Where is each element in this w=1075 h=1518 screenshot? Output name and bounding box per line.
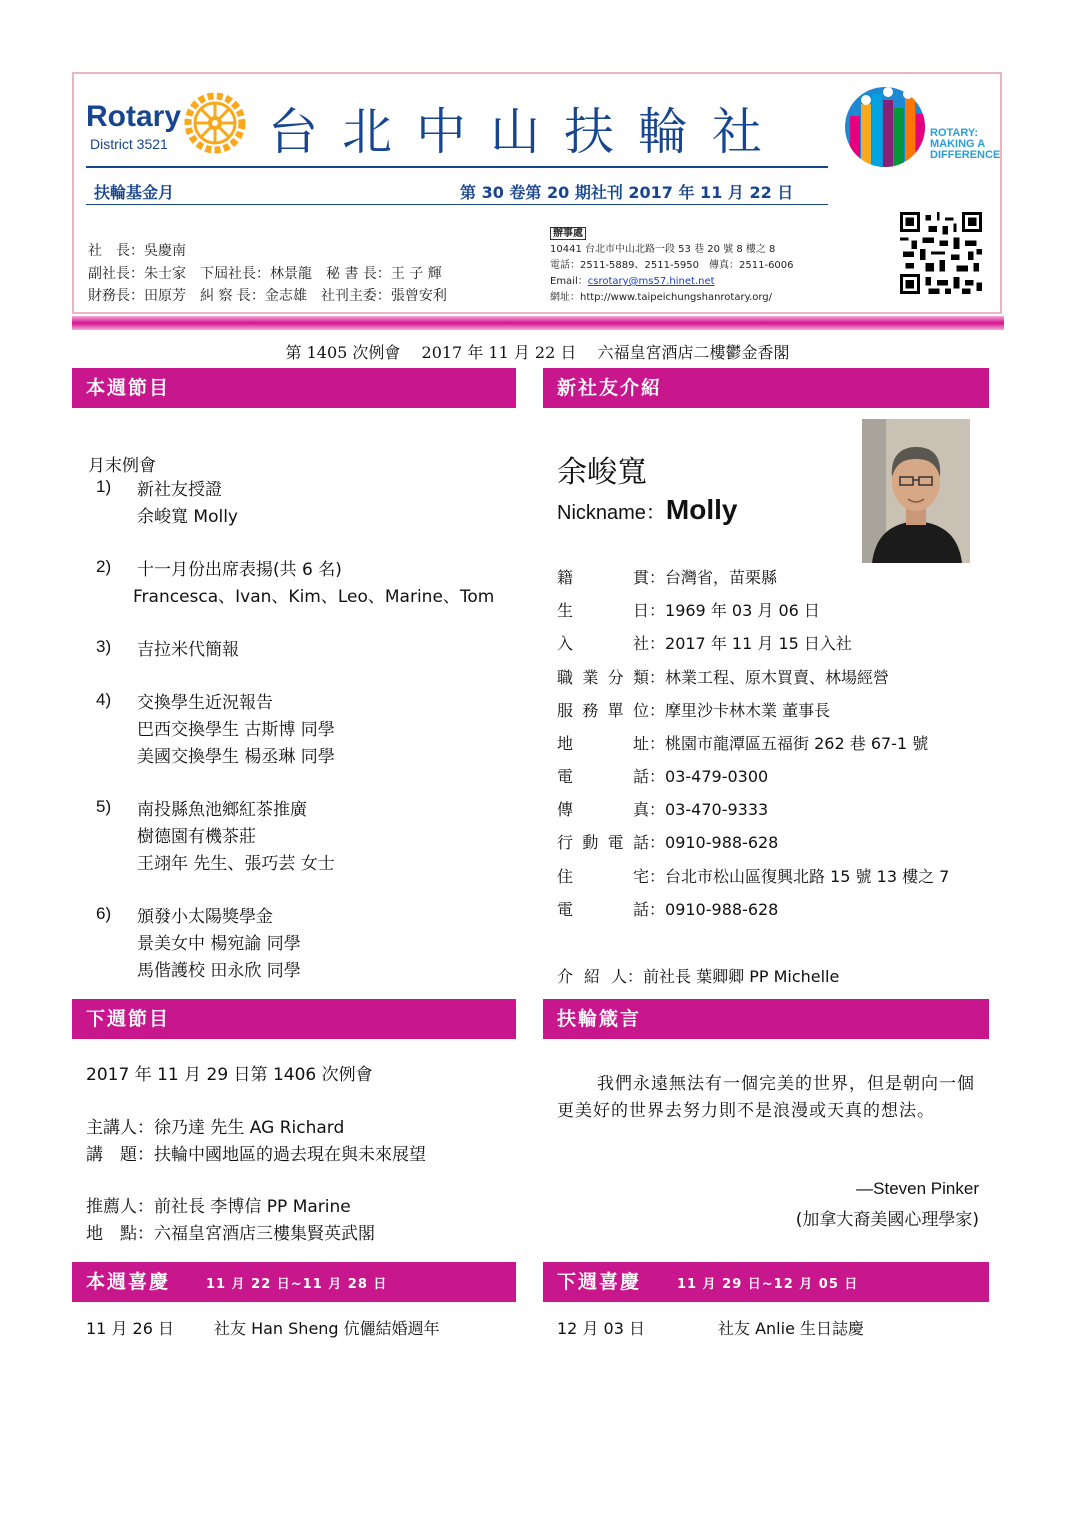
- district-label: District 3521: [90, 136, 168, 152]
- program-item-line: 十一月份出席表揚(共 6 名): [137, 560, 342, 580]
- member-info-row: [557, 631, 852, 654]
- program-item-number: 1): [96, 477, 112, 496]
- member-info-colon: ：: [649, 568, 666, 587]
- program-item: [96, 797, 516, 878]
- member-info-value: 0910-988-628: [665, 900, 779, 919]
- speaker-label: 主講人: [86, 1118, 137, 1138]
- next-topic: 講題：扶輪中國地區的過去現在與未來展望: [86, 1140, 426, 1165]
- member-info-colon: ：: [649, 601, 666, 620]
- program-item-line: 王翊年 先生、張巧芸 女士: [137, 854, 335, 874]
- website-link[interactable]: 網址：http://www.taipeichungshanrotary.org/: [550, 292, 773, 303]
- member-info-row: [557, 665, 889, 688]
- member-info-colon: ：: [649, 668, 666, 687]
- member-info-label: 傳真: [557, 800, 649, 819]
- program-list: [96, 477, 516, 985]
- next-week-celebration-range: 11 月 29 日~12 月 05 日: [677, 1277, 859, 1292]
- email-label: Email：: [550, 276, 588, 287]
- program-item: [96, 557, 516, 611]
- program-item-line: 南投縣魚池鄉紅茶推廣: [137, 800, 307, 820]
- office-address: 10441 台北市中山北路一段 53 巷 20 號 8 樓之 8: [550, 244, 776, 255]
- member-info-row: [557, 797, 768, 820]
- theme-logo-icon: [844, 86, 926, 168]
- theme-slogan: ROTARY: MAKING A DIFFERENCE: [930, 127, 1001, 161]
- this-week-celebration-range: 11 月 22 日~11 月 28 日: [206, 1277, 388, 1292]
- program-item-line: 吉拉米代簡報: [137, 640, 239, 660]
- program-item-line: 交換學生近況報告: [137, 693, 273, 713]
- header-divider: [86, 166, 828, 168]
- program-item-line: 余峻寬 Molly: [137, 507, 238, 527]
- speaker-value: 徐乃達 先生 AG Richard: [154, 1118, 345, 1138]
- member-info-colon: ：: [649, 734, 666, 753]
- rotary-wheel-icon: [184, 92, 246, 154]
- issue-info: 第 30 卷第 20 期社刊 2017 年 11 月 22 日: [460, 183, 794, 202]
- next-week-header: 下週節目: [72, 999, 516, 1039]
- member-info-colon: ：: [649, 833, 666, 852]
- member-info-row: [557, 731, 928, 754]
- motto-quote: 我們永遠無法有一個完美的世界，但是朝向一個更美好的世界去努力則不是浪漫或天真的想法。: [557, 1074, 975, 1121]
- meeting-info: 第 1405 次例會 2017 年 11 月 22 日 六福皇宮酒店二樓鬱金香閣: [285, 343, 790, 362]
- venue-label: 地點: [86, 1224, 137, 1244]
- member-info-colon: ：: [649, 701, 666, 720]
- program-item-line: 景美女中 楊宛諭 同學: [137, 934, 301, 954]
- month-theme: 扶輪基金月: [94, 183, 175, 202]
- member-info-value: 台灣省，苗栗縣: [665, 568, 778, 587]
- program-item-number: 5): [96, 797, 112, 816]
- program-item-line: 馬偕護校 田永欣 同學: [137, 961, 301, 981]
- program-item-number: 3): [96, 637, 112, 656]
- member-info-label: 職業分類: [557, 668, 649, 687]
- member-info-row: [557, 897, 778, 920]
- introducer-value: 前社長 葉卿卿 PP Michelle: [643, 967, 840, 986]
- program-item-line: 美國交換學生 楊丞琳 同學: [137, 747, 335, 767]
- club-title: 台北中山扶輪社: [268, 103, 786, 161]
- new-member-header: 新社友介紹: [543, 368, 989, 408]
- contact-label: 辦事處: [550, 227, 586, 240]
- member-photo: [862, 419, 970, 563]
- program-intro: 月末例會: [88, 456, 156, 476]
- qr-code-icon: [900, 212, 982, 294]
- next-week-celebration-title: 下週喜慶: [557, 1271, 642, 1293]
- member-info-label: 行動電話: [557, 833, 649, 852]
- program-item: [96, 637, 516, 664]
- member-info-colon: ：: [649, 867, 666, 886]
- office-phone: 電話：2511-5889、2511-5950 傳真：2511-6006: [550, 260, 794, 271]
- program-item: [96, 904, 516, 985]
- member-info-row: [557, 864, 949, 887]
- member-info-value: 台北市松山區復興北路 15 號 13 樓之 7: [665, 867, 950, 886]
- rotary-wordmark: Rotary: [86, 100, 182, 133]
- member-info-row: [557, 830, 778, 853]
- member-info-colon: ：: [649, 634, 666, 653]
- program-item: [96, 477, 516, 531]
- member-info-row: [557, 565, 777, 588]
- member-info-colon: ：: [649, 767, 666, 786]
- member-info-value: 桃園市龍潭區五福街 262 巷 67-1 號: [665, 734, 929, 753]
- this-week-celebration-header: [72, 1262, 516, 1302]
- member-info-colon: ：: [649, 900, 666, 919]
- motto-author: —Steven Pinker: [856, 1179, 979, 1198]
- nickname-label: Nickname：: [557, 502, 666, 524]
- next-meeting-date: 2017 年 11 月 29 日第 1406 次例會: [86, 1065, 373, 1085]
- this-week-celebration-event: 社友 Han Sheng 伉儷結婚週年: [214, 1319, 440, 1338]
- member-nickname: [557, 494, 737, 526]
- member-info-label: 生日: [557, 601, 649, 620]
- introducer-label: 介紹人: [557, 967, 627, 986]
- member-info-label: 電話: [557, 900, 649, 919]
- next-week-celebration-date: 12 月 03 日: [557, 1319, 645, 1338]
- this-week-celebration-title: 本週喜慶: [86, 1271, 171, 1293]
- program-item-line: 樹德園有機茶莊: [137, 827, 256, 847]
- email-link[interactable]: csrotary@ms57.hinet.net: [587, 276, 715, 287]
- member-info-row: [557, 764, 768, 787]
- member-info-value: 摩里沙卡林木業 董事長: [665, 701, 831, 720]
- member-name: 余峻寬: [557, 455, 647, 490]
- member-info-value: 2017 年 11 月 15 日入社: [665, 634, 852, 653]
- header-divider-lower: [86, 204, 828, 205]
- program-item-number: 4): [96, 690, 112, 709]
- program-item-line: 頒發小太陽獎學金: [137, 907, 273, 927]
- magenta-divider: [72, 316, 1004, 330]
- member-info-colon: ：: [649, 800, 666, 819]
- recommender-label: 推薦人: [86, 1197, 137, 1217]
- program-item-number: 6): [96, 904, 112, 923]
- program-item-line: 新社友授證: [137, 480, 222, 500]
- member-info-value: 林業工程、原木買賣、林場經營: [665, 668, 890, 687]
- nickname-value: Molly: [665, 494, 738, 525]
- member-info-label: 入社: [557, 634, 649, 653]
- motto-author-desc: (加拿大裔美國心理學家): [795, 1210, 979, 1230]
- contact-info: [550, 226, 794, 306]
- member-info-label: 電話: [557, 767, 649, 786]
- program-item-number: 2): [96, 557, 112, 576]
- next-week-celebration-event: 社友 Anlie 生日誌慶: [718, 1319, 864, 1338]
- officers-line-3: 財務長：田原芳 糾 察 長：金志雄 社刊主委：張曾安利: [88, 288, 447, 304]
- member-info-value: 03-479-0300: [665, 767, 769, 786]
- this-week-celebration-date: 11 月 26 日: [86, 1319, 174, 1338]
- program-item: [96, 690, 516, 771]
- officers-line-1: 社 長：吳慶南: [88, 243, 186, 259]
- program-item-line: 巴西交換學生 古斯博 同學: [137, 720, 335, 740]
- next-speaker: 主講人：徐乃達 先生 AG Richard: [86, 1118, 345, 1138]
- next-recommender: 推薦人：前社長 李博信 PP Marine: [86, 1197, 351, 1217]
- next-week-celebration-header: [543, 1262, 989, 1302]
- topic-value: 扶輪中國地區的過去現在與未來展望: [154, 1145, 426, 1165]
- member-info-value: 03-470-9333: [665, 800, 769, 819]
- member-info-row: [557, 698, 830, 721]
- this-week-header: 本週節目: [72, 368, 516, 408]
- next-venue: 地點：六福皇宮酒店三樓集賢英武閣: [86, 1219, 375, 1244]
- member-info-label: 籍貫: [557, 568, 649, 587]
- member-info-label: 地址: [557, 734, 649, 753]
- program-item-line: Francesca、Ivan、Kim、Leo、Marine、Tom: [133, 587, 495, 607]
- member-info-value: 1969 年 03 月 06 日: [665, 601, 820, 620]
- member-info-label: 住宅: [557, 867, 649, 886]
- topic-label: 講題: [86, 1145, 137, 1165]
- officers-line-2: 副社長：朱士家 下屆社長：林景龍 秘 書 長：王 子 輝: [88, 266, 442, 282]
- member-introducer: [557, 964, 839, 987]
- member-info-value: 0910-988-628: [665, 833, 779, 852]
- recommender-value: 前社長 李博信 PP Marine: [154, 1197, 351, 1217]
- motto-header: 扶輪箴言: [543, 999, 989, 1039]
- venue-value: 六福皇宮酒店三樓集賢英武閣: [154, 1224, 375, 1244]
- member-info-label: 服務單位: [557, 701, 649, 720]
- introducer-colon: ：: [627, 967, 644, 986]
- member-info-row: [557, 598, 820, 621]
